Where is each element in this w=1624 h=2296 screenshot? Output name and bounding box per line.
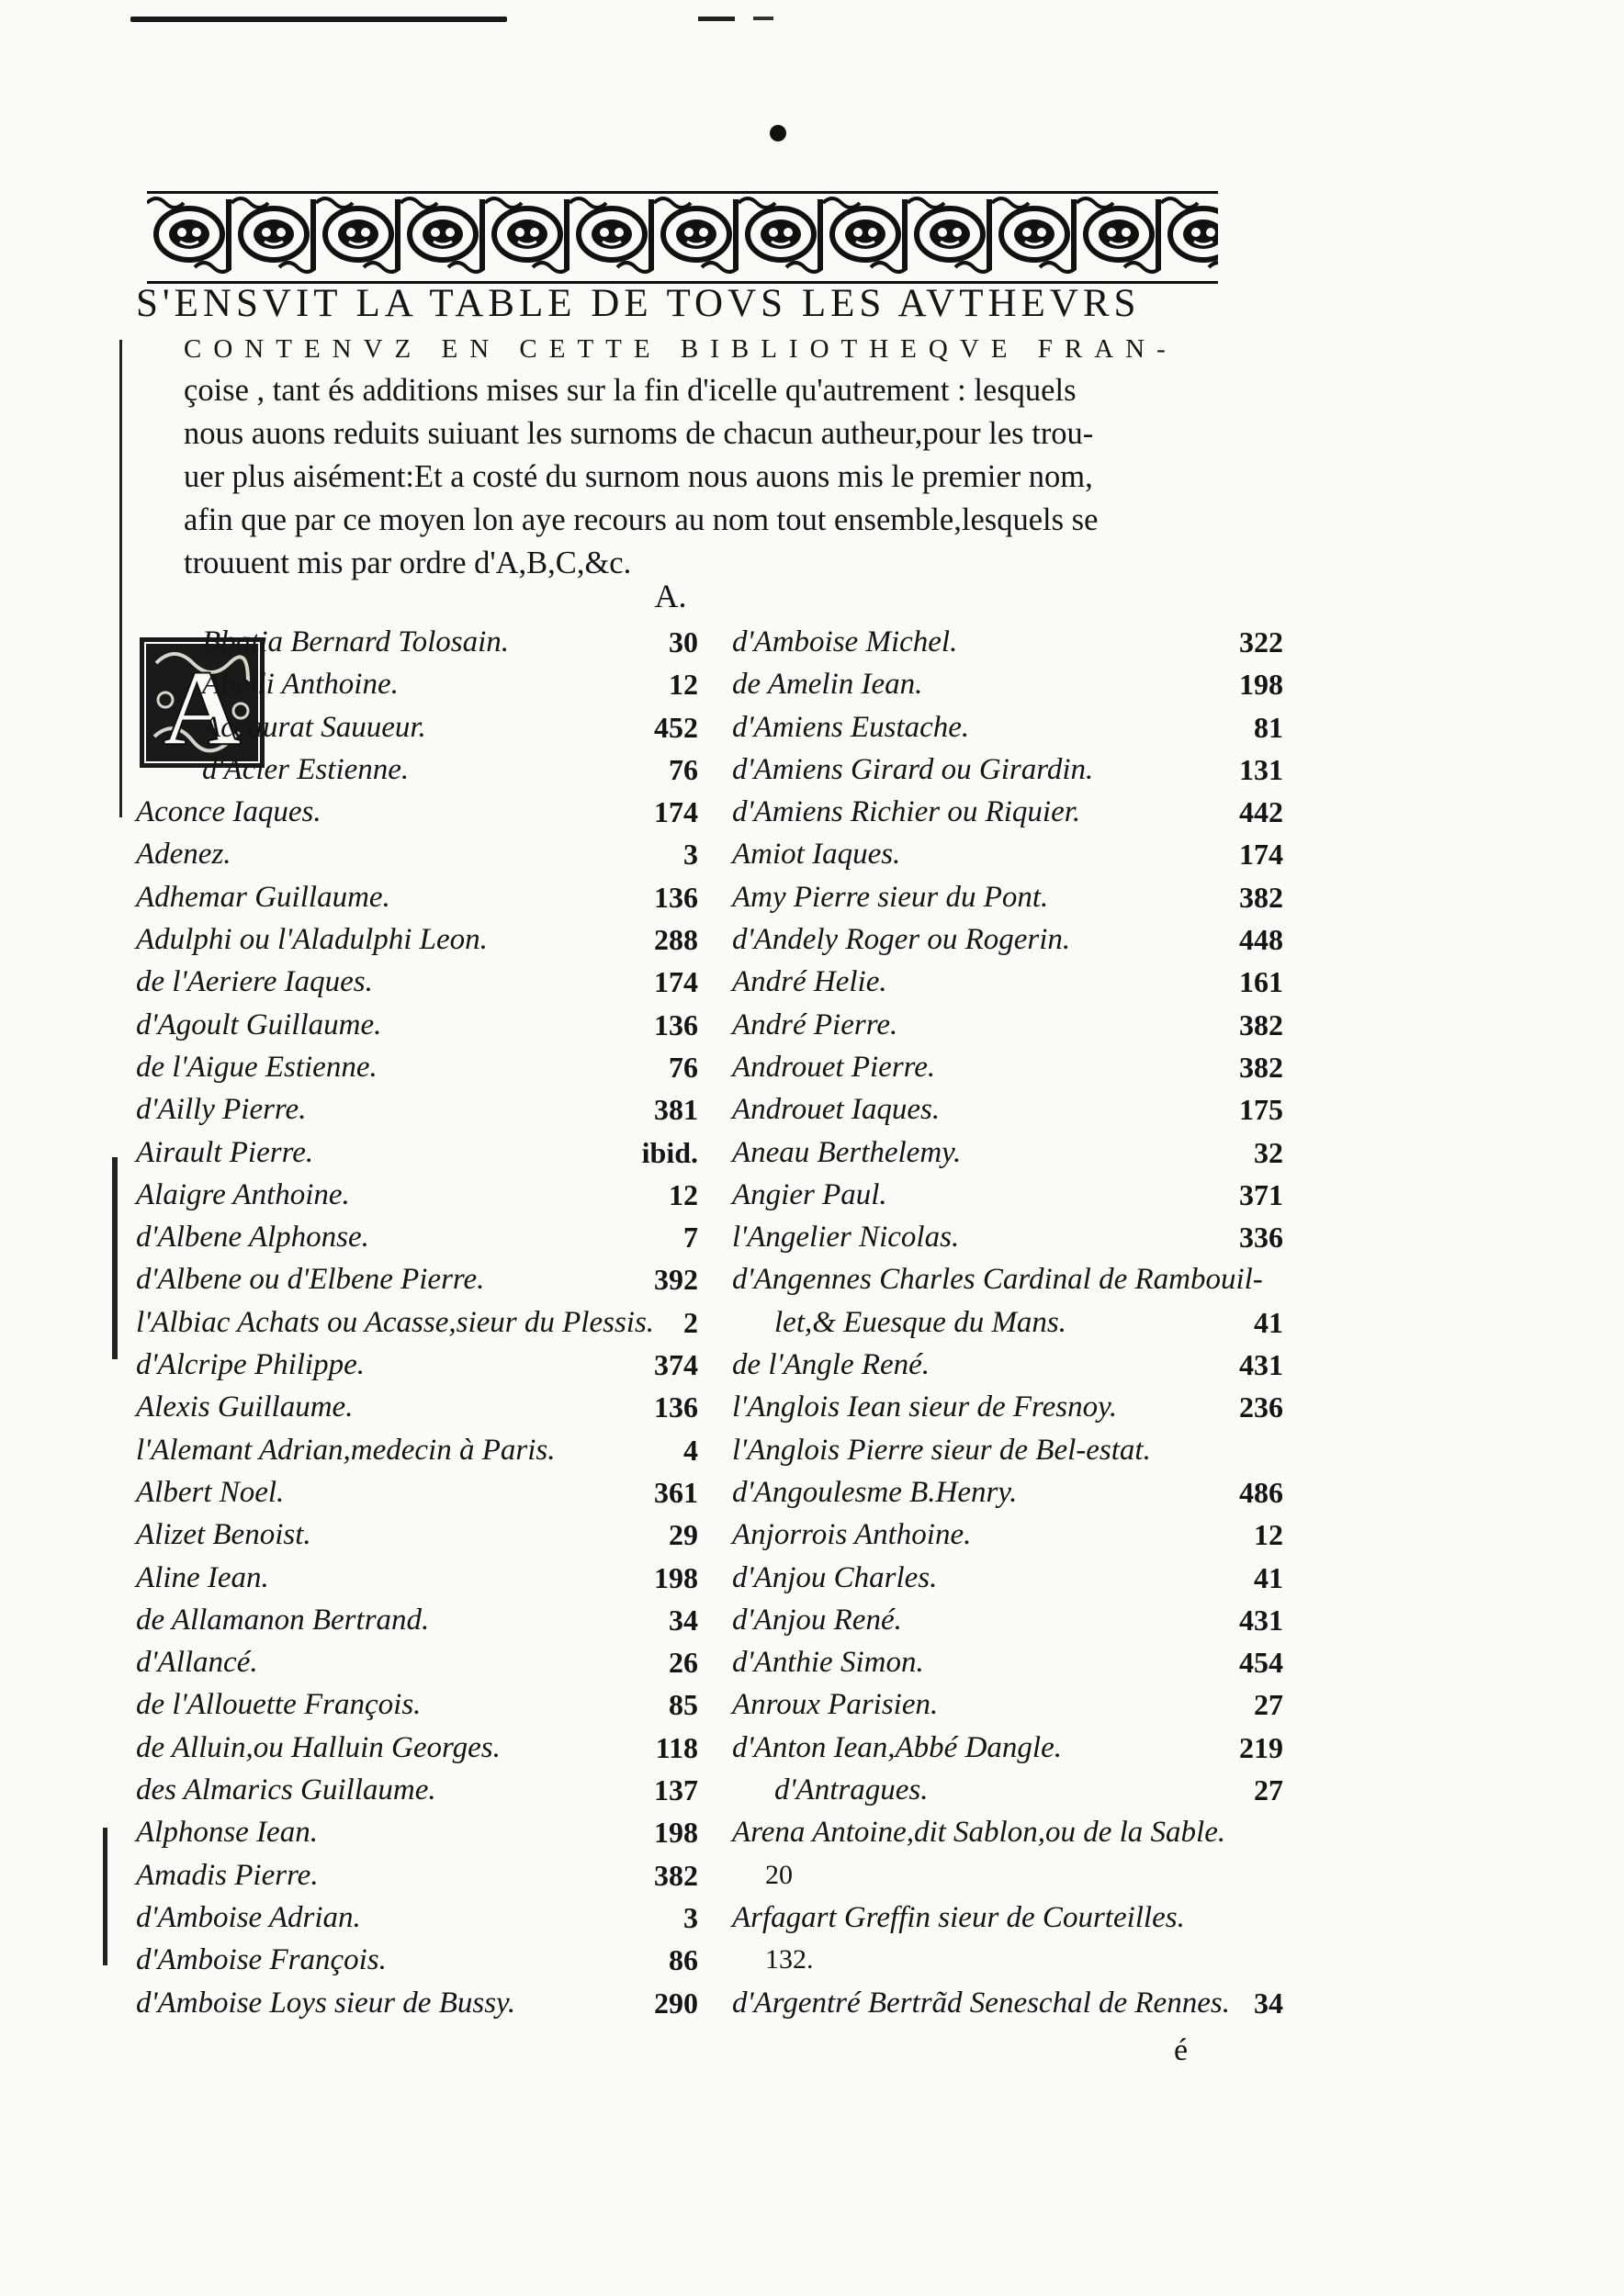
- author-name: d'Angennes Charles Cardinal de Rambouil-: [732, 1263, 1263, 1297]
- index-entry: [732, 1769, 1311, 1811]
- index-entry: [732, 621, 1311, 663]
- author-name: d'Albene Alphonse.: [136, 1221, 369, 1255]
- index-entry: [136, 1344, 724, 1386]
- section-letter-heading: A.: [654, 578, 687, 614]
- author-name: d'Amboise Michel.: [732, 625, 958, 658]
- page-number: 175: [1239, 1093, 1283, 1127]
- index-entry: [136, 961, 724, 1003]
- index-entry: [732, 1982, 1311, 2024]
- intro-line: trouuent mis par ordre d'A,B,C,&c.: [184, 546, 632, 580]
- index-entry: [732, 1557, 1311, 1599]
- author-name: d'Ailly Pierre.: [136, 1093, 307, 1127]
- page-number: 219: [1239, 1730, 1283, 1764]
- page-number: 454: [1239, 1646, 1283, 1680]
- index-entry: [136, 1131, 724, 1174]
- author-name: Adenez.: [136, 838, 231, 872]
- page-number: 382: [1239, 1050, 1283, 1084]
- author-name: Albert Noel.: [136, 1475, 285, 1509]
- index-entry: [732, 1683, 1311, 1726]
- author-name: Accaurat Sauueur.: [202, 710, 426, 744]
- headpiece-ornament-svg: [147, 194, 1218, 276]
- index-entry: [136, 918, 724, 961]
- index-entry: [732, 1046, 1311, 1088]
- ornamental-headpiece: [147, 191, 1218, 284]
- author-name: Alexis Guillaume.: [136, 1390, 354, 1424]
- index-entry: [136, 1557, 724, 1599]
- margin-ink: [119, 340, 122, 817]
- page-number: 3: [683, 1900, 698, 1934]
- index-entry: [136, 663, 724, 705]
- index-entry: [136, 833, 724, 875]
- page-number: 76: [669, 1050, 698, 1084]
- index-entry: [136, 1429, 724, 1471]
- author-name: Alaigre Anthoine.: [136, 1177, 350, 1211]
- page-number: 288: [654, 923, 698, 957]
- page-number: 382: [1239, 880, 1283, 914]
- margin-ink: [103, 1828, 107, 1965]
- ink-dot: [770, 125, 786, 141]
- author-name: Arfagart Greffin sieur de Courteilles.: [732, 1900, 1185, 1934]
- index-entry: [732, 1811, 1311, 1853]
- index-entry: [136, 1641, 724, 1683]
- author-name: des Almarics Guillaume.: [136, 1773, 436, 1807]
- author-name: let,& Euesque du Mans.: [774, 1305, 1067, 1339]
- index-entry: [732, 1216, 1311, 1258]
- right-index-column: [732, 621, 1311, 2024]
- page-number: 76: [669, 752, 698, 786]
- intro-line: nous auons reduits suiuant les surnoms de chacun autheur,pour les trou-: [184, 416, 1094, 451]
- index-entry: [732, 791, 1311, 833]
- page-number: 41: [1254, 1560, 1283, 1594]
- page-number: 12: [669, 1177, 698, 1211]
- page-number: 26: [669, 1646, 698, 1680]
- index-entry: [732, 1301, 1311, 1344]
- intro-line: çoise , tant és additions mises sur la fin d'icelle qu'autrement : lesquels: [184, 373, 1077, 408]
- index-entry: [732, 1896, 1311, 1939]
- page-number: 448: [1239, 923, 1283, 957]
- index-entry: [136, 1301, 724, 1344]
- page-number: 381: [654, 1093, 698, 1127]
- index-entry: [136, 1599, 724, 1641]
- index-entry: [136, 1004, 724, 1046]
- author-name: Adulphi ou l'Aladulphi Leon.: [136, 923, 488, 957]
- index-entry: [732, 833, 1311, 875]
- author-name: Amadis Pierre.: [136, 1858, 319, 1892]
- author-name: de l'Aigue Estienne.: [136, 1050, 378, 1084]
- index-entry: [136, 1896, 724, 1939]
- page-number: 34: [669, 1603, 698, 1637]
- index-entry: [136, 1727, 724, 1769]
- index-entry: [732, 1004, 1311, 1046]
- index-entry: [732, 1429, 1311, 1471]
- page-number: 81: [1254, 710, 1283, 744]
- author-name: d'Antragues.: [774, 1773, 929, 1807]
- index-entry: [732, 1939, 1311, 1981]
- page-number: 442: [1239, 795, 1283, 829]
- page-number: 382: [1239, 1007, 1283, 1041]
- page-number: 336: [1239, 1221, 1283, 1255]
- margin-ink: [112, 1157, 118, 1359]
- author-name: d'Amboise François.: [136, 1943, 387, 1977]
- index-entry: [136, 1386, 724, 1428]
- intro-line: afin que par ce moyen lon aye recours au nom tout ensemble,lesquels se: [184, 502, 1099, 537]
- author-name: d'Amboise Loys sieur de Bussy.: [136, 1986, 516, 2020]
- index-entry: [136, 1683, 724, 1726]
- author-name: d'Andely Roger ou Rogerin.: [732, 923, 1071, 957]
- author-name: Arena Antoine,dit Sablon,ou de la Sable.: [732, 1816, 1226, 1850]
- author-name: l'Angelier Nicolas.: [732, 1221, 960, 1255]
- author-name: Androuet Iaques.: [732, 1093, 941, 1127]
- index-entry: [732, 663, 1311, 705]
- introduction-paragraph: [184, 369, 1240, 585]
- page-number: 27: [1254, 1688, 1283, 1722]
- author-name: 132.: [765, 1944, 814, 1975]
- author-name: Alizet Benoist.: [136, 1518, 311, 1552]
- index-entry: [732, 1599, 1311, 1641]
- page-number: 27: [1254, 1773, 1283, 1807]
- author-name: d'Amiens Girard ou Girardin.: [732, 752, 1094, 786]
- author-name: Bbatia Bernard Tolosain.: [202, 625, 510, 658]
- page-number: 4: [683, 1433, 698, 1467]
- author-name: l'Anglois Iean sieur de Fresnoy.: [732, 1390, 1118, 1424]
- page-number: 136: [654, 880, 698, 914]
- author-name: d'Amiens Richier ou Riquier.: [732, 795, 1081, 829]
- page-number: 161: [1239, 965, 1283, 999]
- page-number: 452: [654, 710, 698, 744]
- page-number: 431: [1239, 1603, 1283, 1637]
- index-entry: [136, 1258, 724, 1300]
- author-name: 20: [765, 1859, 793, 1890]
- page-number: 431: [1239, 1348, 1283, 1382]
- author-name: Anjorrois Anthoine.: [732, 1518, 972, 1552]
- author-name: Anroux Parisien.: [732, 1688, 939, 1722]
- author-name: d'Agoult Guillaume.: [136, 1007, 382, 1041]
- author-name: André Pierre.: [732, 1007, 898, 1041]
- top-rule: [130, 17, 507, 22]
- top-rule-fragment: [698, 17, 735, 21]
- page-number: ibid.: [641, 1135, 698, 1169]
- page-number: 131: [1239, 752, 1283, 786]
- page-number: 3: [683, 838, 698, 872]
- index-entry: [136, 1939, 724, 1981]
- index-entry: [732, 1854, 1311, 1896]
- page-number: 12: [669, 668, 698, 702]
- intro-line: uer plus aisément:Et a costé du surnom nous auons mis le premier nom,: [184, 459, 1093, 494]
- page-number: 7: [683, 1221, 698, 1255]
- author-name: Alphonse Iean.: [136, 1816, 318, 1850]
- page-number: 486: [1239, 1475, 1283, 1509]
- index-entry: [732, 1514, 1311, 1556]
- page-number: 371: [1239, 1177, 1283, 1211]
- decorated-initial-letter: A: [163, 647, 242, 768]
- page-number: 174: [654, 965, 698, 999]
- index-entry: [732, 1174, 1311, 1216]
- index-entry: [732, 1471, 1311, 1514]
- author-name: d'Alcripe Philippe.: [136, 1348, 365, 1382]
- page-number: 198: [654, 1560, 698, 1594]
- page-number: 392: [654, 1263, 698, 1297]
- author-name: d'Acier Estienne.: [202, 752, 410, 786]
- index-entry: [732, 876, 1311, 918]
- index-entry: [136, 791, 724, 833]
- page-number: 322: [1239, 625, 1283, 658]
- index-entry: [732, 918, 1311, 961]
- page-number: 174: [1239, 838, 1283, 872]
- table-title-line1: S'ENSVIT LA TABLE DE TOVS LES AVTHEVRS: [136, 282, 1141, 325]
- author-name: Angier Paul.: [732, 1177, 887, 1211]
- index-entry: [136, 1854, 724, 1896]
- page-number: 12: [1254, 1518, 1283, 1552]
- author-name: Amy Pierre sieur du Pont.: [732, 880, 1049, 914]
- author-name: de Amelin Iean.: [732, 668, 923, 702]
- index-entry: [136, 706, 724, 748]
- index-entry: [136, 748, 724, 791]
- author-name: Androuet Pierre.: [732, 1050, 936, 1084]
- index-entry: [136, 1088, 724, 1131]
- author-name: Adhemar Guillaume.: [136, 880, 390, 914]
- page-number: 137: [654, 1773, 698, 1807]
- author-name: Aline Iean.: [136, 1560, 269, 1594]
- author-name: d'Angoulesme B.Henry.: [732, 1475, 1018, 1509]
- page-number: 86: [669, 1943, 698, 1977]
- page-number: 136: [654, 1007, 698, 1041]
- index-entry: [136, 1982, 724, 2024]
- author-name: de Alluin,ou Halluin Georges.: [136, 1730, 501, 1764]
- index-entry: [136, 1046, 724, 1088]
- author-name: Aneau Berthelemy.: [732, 1135, 962, 1169]
- author-name: Amiot Iaques.: [732, 838, 901, 872]
- page-number: 30: [669, 625, 698, 658]
- page-number: 174: [654, 795, 698, 829]
- index-entry: [136, 1216, 724, 1258]
- author-name: l'Alemant Adrian,medecin à Paris.: [136, 1433, 556, 1467]
- index-entry: [732, 1641, 1311, 1683]
- index-entry: [136, 876, 724, 918]
- index-entry: [732, 1088, 1311, 1131]
- author-name: de Allamanon Bertrand.: [136, 1603, 430, 1637]
- author-name: d'Anjou Charles.: [732, 1560, 938, 1594]
- page-number: 374: [654, 1348, 698, 1382]
- index-entry: [136, 1514, 724, 1556]
- signature-mark: é: [1174, 2033, 1189, 2067]
- author-name: d'Amboise Adrian.: [136, 1900, 361, 1934]
- page-number: 34: [1254, 1986, 1283, 2020]
- index-entry: [732, 961, 1311, 1003]
- author-name: d'Albene ou d'Elbene Pierre.: [136, 1263, 485, 1297]
- page-number: 236: [1239, 1390, 1283, 1424]
- author-name: l'Albiac Achats ou Acasse,sieur du Plessis.: [136, 1305, 655, 1339]
- page-number: 29: [669, 1518, 698, 1552]
- index-entry: [732, 1386, 1311, 1428]
- index-entry: [732, 1258, 1311, 1300]
- author-name: de l'Aeriere Iaques.: [136, 965, 373, 999]
- author-name: d'Allancé.: [136, 1646, 258, 1680]
- top-rule-fragment: [753, 17, 773, 20]
- author-name: l'Anglois Pierre sieur de Bel-estat.: [732, 1433, 1151, 1467]
- author-name: Airault Pierre.: [136, 1135, 314, 1169]
- author-name: Abelli Anthoine.: [202, 668, 399, 702]
- page-number: 2: [683, 1305, 698, 1339]
- index-entry: [136, 1769, 724, 1811]
- author-name: de l'Allouette François.: [136, 1688, 422, 1722]
- index-entry: [732, 1727, 1311, 1769]
- page-number: 198: [1239, 668, 1283, 702]
- author-name: de l'Angle René.: [732, 1348, 930, 1382]
- index-entry: [732, 1131, 1311, 1174]
- author-name: d'Amiens Eustache.: [732, 710, 970, 744]
- page-number: 198: [654, 1816, 698, 1850]
- table-title-line2: CONTENVZ EN CETTE BIBLIOTHEQVE FRAN-: [184, 334, 1178, 364]
- index-entry: [136, 1174, 724, 1216]
- page-number: 290: [654, 1986, 698, 2020]
- page-number: 41: [1254, 1305, 1283, 1339]
- left-index-column: [136, 621, 724, 2024]
- index-entry: [136, 1471, 724, 1514]
- page-number: 118: [655, 1730, 698, 1764]
- index-entry: [136, 621, 724, 663]
- author-name: Aconce Iaques.: [136, 795, 321, 829]
- page-number: 382: [654, 1858, 698, 1892]
- page-number: 85: [669, 1688, 698, 1722]
- author-name: d'Anjou René.: [732, 1603, 902, 1637]
- index-entry: [136, 1811, 724, 1853]
- index-entry: [732, 1344, 1311, 1386]
- index-entry: [732, 748, 1311, 791]
- author-name: d'Anton Iean,Abbé Dangle.: [732, 1730, 1062, 1764]
- author-name: d'Anthie Simon.: [732, 1646, 924, 1680]
- page-number: 32: [1254, 1135, 1283, 1169]
- author-name: André Helie.: [732, 965, 887, 999]
- index-entry: [732, 706, 1311, 748]
- page-number: 361: [654, 1475, 698, 1509]
- page-number: 136: [654, 1390, 698, 1424]
- author-name: d'Argentré Bertrãd Seneschal de Rennes.: [732, 1986, 1230, 2020]
